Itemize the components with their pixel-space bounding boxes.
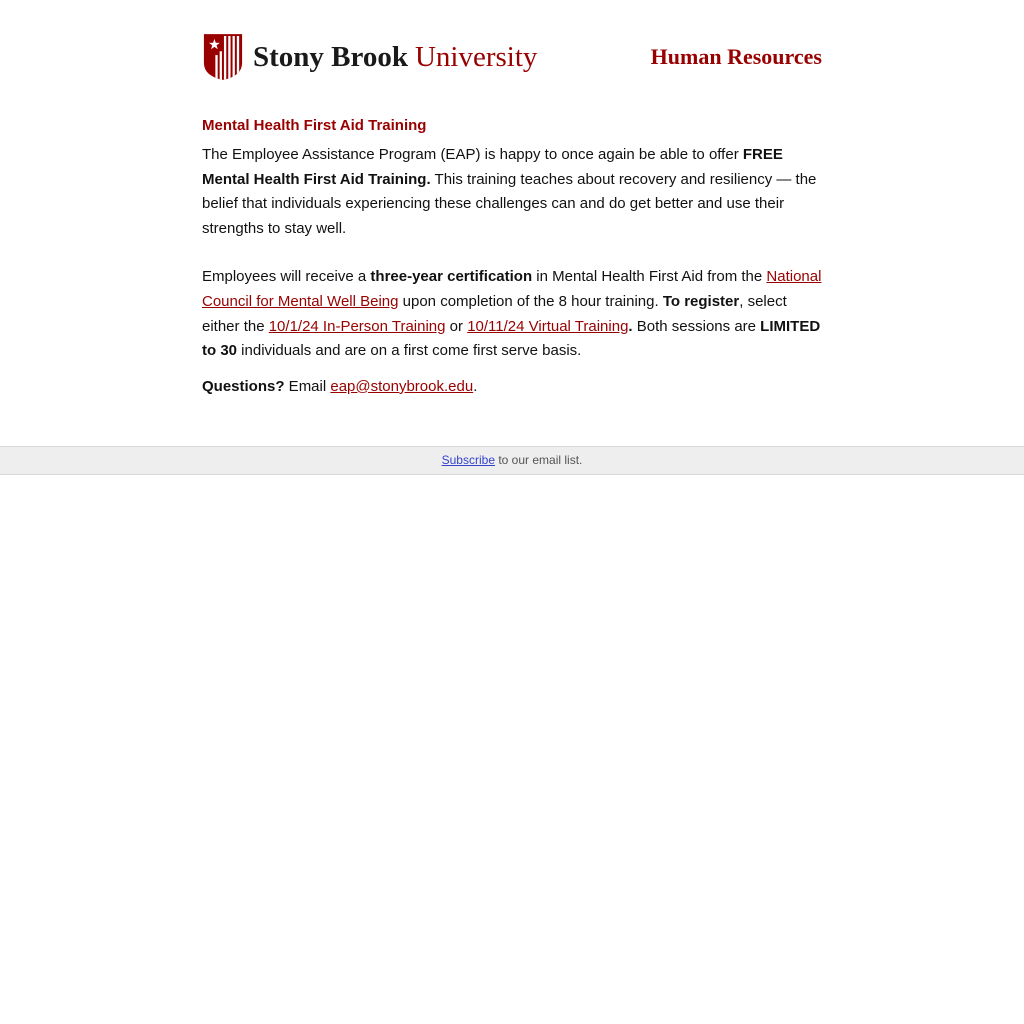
text-run: individuals and are on a first come first serve basis. xyxy=(237,342,582,360)
text-run-bold: . xyxy=(628,317,633,335)
text-run-bold: Questions? xyxy=(202,377,285,395)
logo-text-primary: Stony Brook xyxy=(253,40,408,73)
subscribe-link[interactable]: Subscribe xyxy=(441,453,495,467)
sbu-shield-icon xyxy=(202,32,244,82)
text-run: , select either the xyxy=(202,292,787,335)
text-run: upon completion of the 8 hour training. xyxy=(398,292,663,310)
text-run: in Mental Health First Aid from the xyxy=(532,268,767,286)
email-body-area xyxy=(0,0,1024,446)
text-run-bold: FREE Mental Health First Aid Training. xyxy=(202,146,783,188)
paragraph-2 xyxy=(202,265,822,363)
text-run: Both sessions are xyxy=(632,317,761,335)
logo-text-secondary: University xyxy=(414,40,538,73)
eap-email-link[interactable]: eap@stonybrook.edu xyxy=(330,377,474,395)
footer-text: to our email list. xyxy=(495,453,583,467)
logo-wordmark xyxy=(253,41,537,74)
in-person-training-link[interactable]: 10/1/24 In-Person Training xyxy=(268,317,446,335)
text-run: The Employee Assistance Program (EAP) is happy to once again be able to offer xyxy=(202,146,743,163)
text-run: Email xyxy=(284,377,331,395)
text-run: This training teaches about recovery and resiliency — the belief that individuals experiencing these challenges can and do get better and use their strengths to stay well. xyxy=(202,170,817,237)
text-run: Employees will receive a xyxy=(202,268,371,286)
footer-bar xyxy=(0,446,1024,475)
virtual-training-link[interactable]: 10/11/24 Virtual Training xyxy=(467,317,629,335)
stony-brook-logo[interactable] xyxy=(202,32,537,82)
text-run-bold: LIMITED to 30 xyxy=(202,317,821,360)
paragraph-3 xyxy=(202,375,822,400)
masthead xyxy=(202,32,822,82)
paragraph-1 xyxy=(202,143,822,241)
content-column xyxy=(202,0,822,399)
text-run-bold: To register xyxy=(662,292,740,310)
text-run-bold: three-year certification xyxy=(370,268,533,286)
department-title: Human Resources xyxy=(650,44,822,69)
national-council-link[interactable]: National Council for Mental Well Being xyxy=(202,268,822,310)
text-run: . xyxy=(473,377,478,395)
article-title: Mental Health First Aid Training xyxy=(202,117,427,134)
text-run: or xyxy=(445,317,468,335)
